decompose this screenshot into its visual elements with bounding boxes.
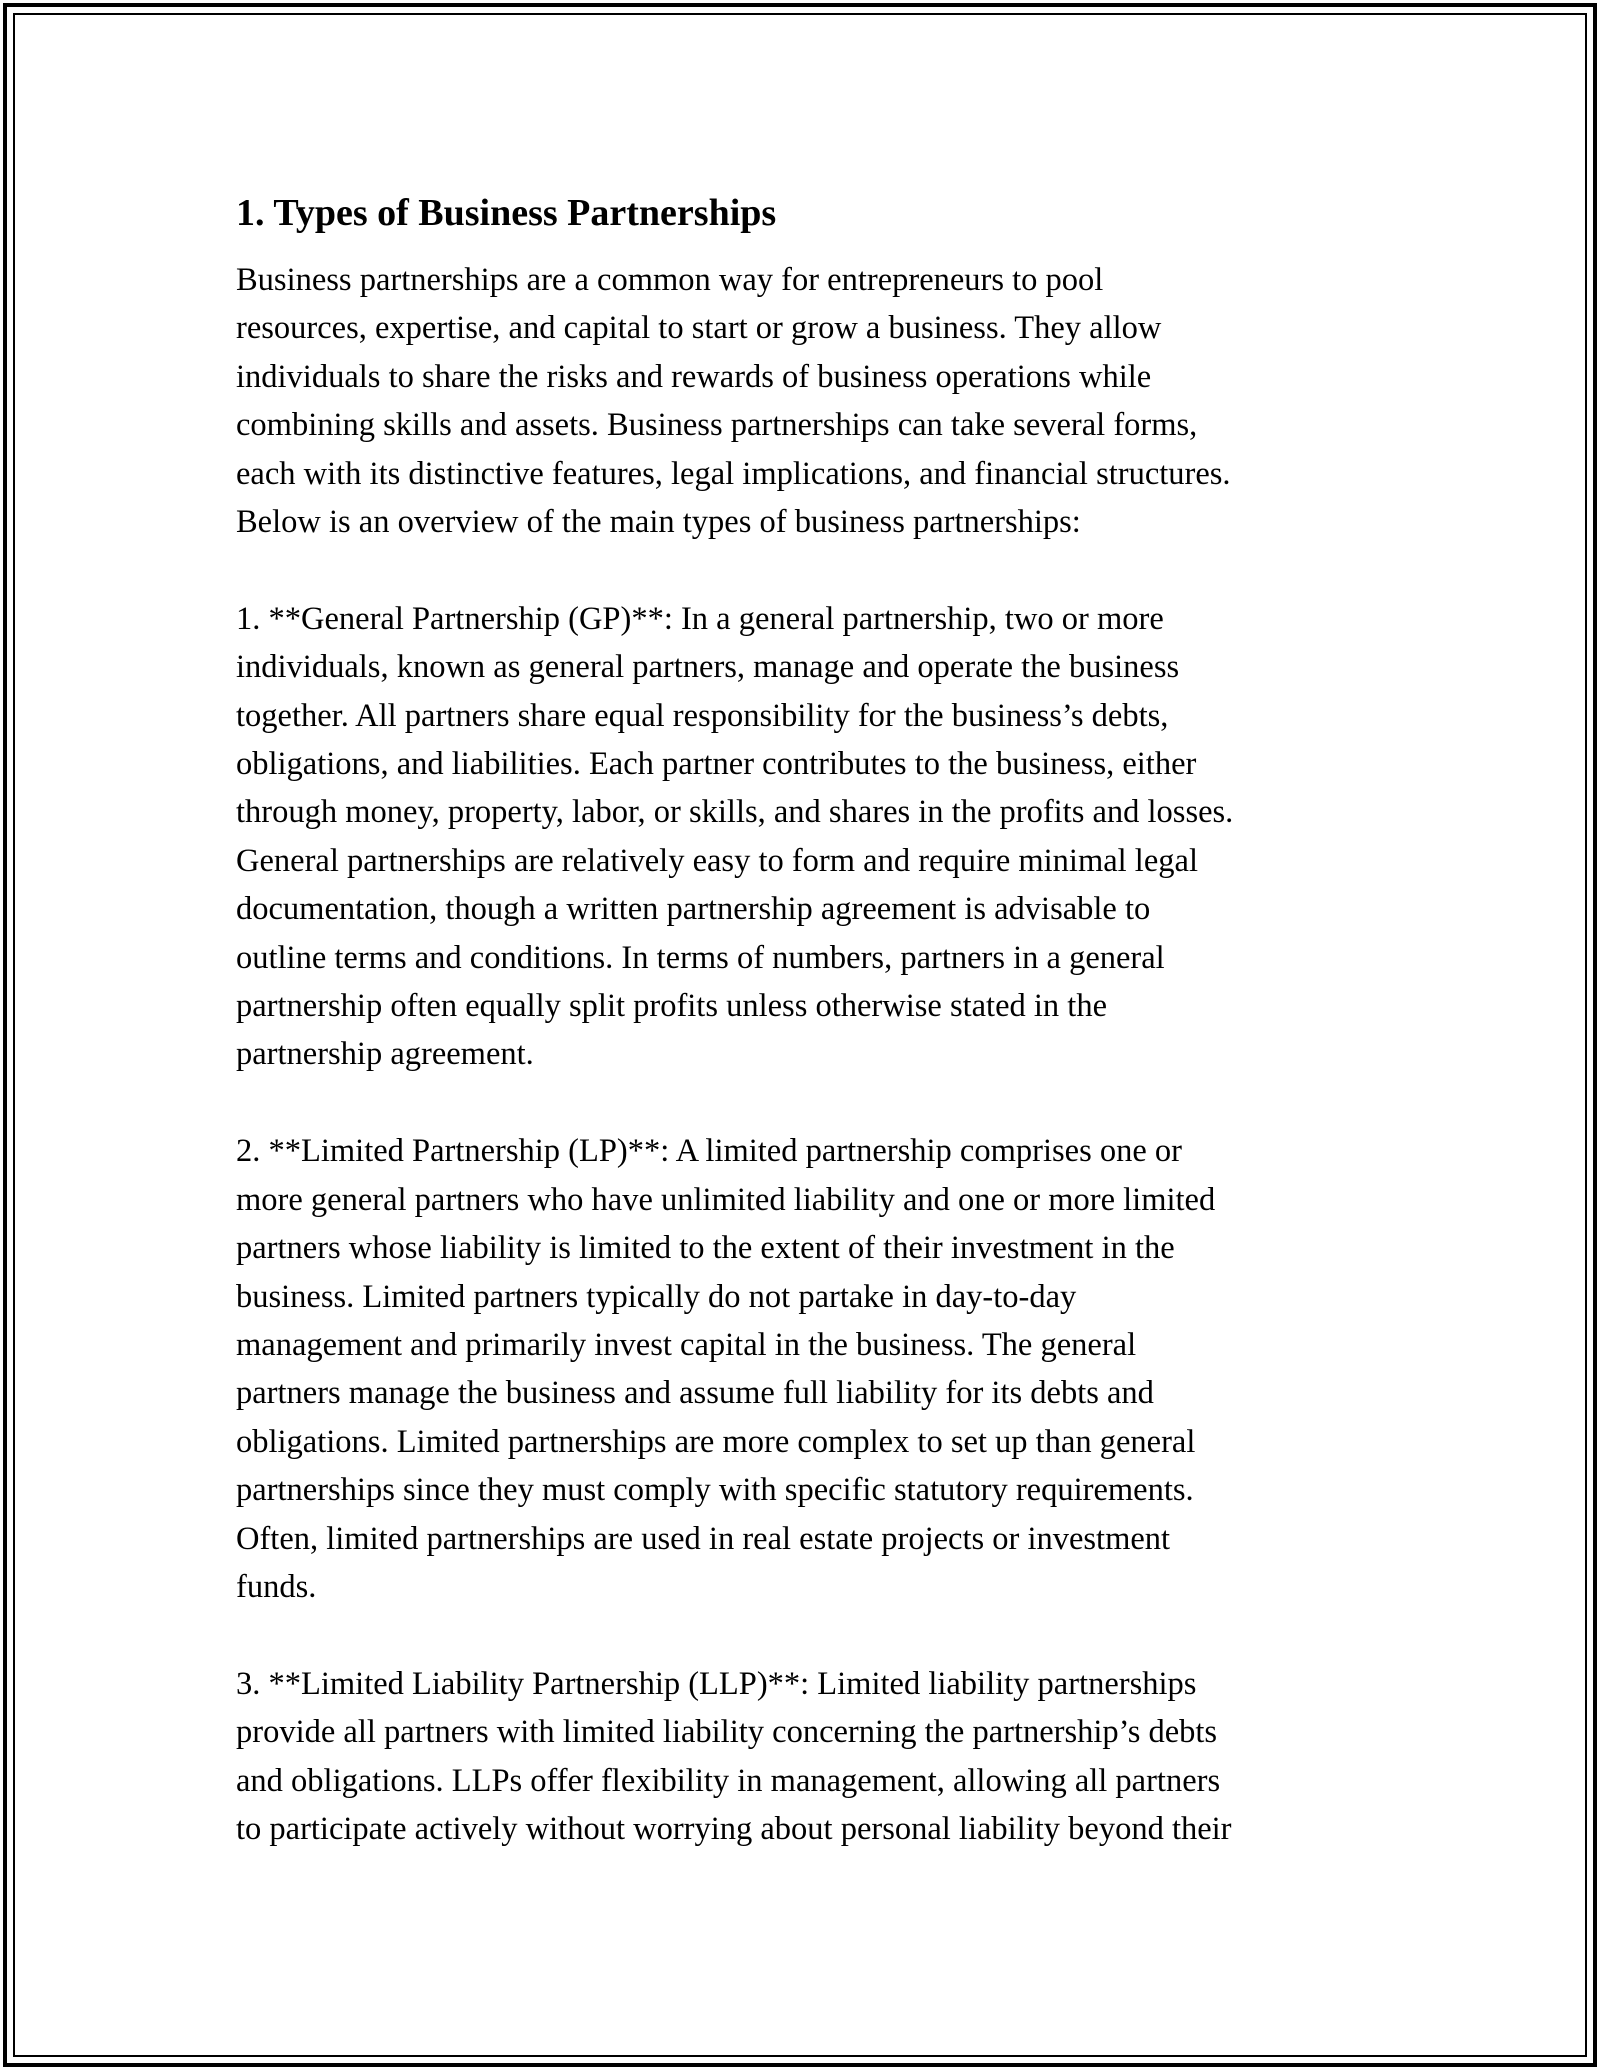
text-line: General partnerships are relatively easy to form and require minimal legal [236,842,1198,879]
text-line: business. Limited partners typically do not partake in day-to-day [236,1278,1077,1315]
text-line: each with its distinctive features, legal implications, and financial structures. [236,455,1231,492]
text-line: partners whose liability is limited to the extent of their investment in the [236,1230,1175,1267]
text-line: individuals to share the risks and rewards of business operations while [236,358,1152,395]
intro-paragraph [236,256,1376,546]
text-line: outline terms and conditions. In terms of numbers, partners in a general [236,939,1165,976]
text-line: individuals, known as general partners, manage and operate the business [236,649,1180,686]
text-line: management and primarily invest capital in the business. The general [236,1326,1137,1363]
text-line: through money, property, labor, or skills, and shares in the profits and losses. [236,794,1234,831]
text-line: partners manage the business and assume full liability for its debts and [236,1375,1154,1412]
text-line: obligations. Limited partnerships are more complex to set up than general [236,1423,1196,1460]
text-line: partnership agreement. [236,1036,534,1073]
text-line: Often, limited partnerships are used in real estate projects or investment [236,1520,1171,1557]
llp-paragraph [236,1660,1376,1854]
text-line: and obligations. LLPs offer flexibility in management, allowing all partners [236,1762,1221,1799]
text-line: 3. **Limited Liability Partnership (LLP)**: Limited liability partnerships [236,1665,1197,1702]
text-line: provide all partners with limited liability concerning the partnership’s debts [236,1714,1218,1751]
text-line: 2. **Limited Partnership (LP)**: A limited partnership comprises one or [236,1133,1182,1170]
text-line: Below is an overview of the main types of business partnerships: [236,504,1081,541]
text-line: documentation, though a written partnership agreement is advisable to [236,891,1151,928]
text-line: resources, expertise, and capital to start or grow a business. They allow [236,310,1162,347]
text-line: obligations, and liabilities. Each partner contributes to the business, either [236,746,1197,783]
section-heading: 1. Types of Business Partnerships [236,192,777,234]
general-partnership-paragraph [236,595,1376,1079]
text-line: to participate actively without worrying about personal liability beyond their [236,1810,1232,1847]
limited-partnership-paragraph [236,1127,1376,1611]
text-line: Business partnerships are a common way for entrepreneurs to pool [236,262,1104,298]
text-line: together. All partners share equal responsibility for the business’s debts, [236,697,1169,734]
text-line: partnership often equally split profits unless otherwise stated in the [236,988,1107,1025]
text-line: combining skills and assets. Business partnerships can take several forms, [236,407,1198,444]
text-line: more general partners who have unlimited liability and one or more limited [236,1181,1216,1218]
document-body [236,186,1376,1902]
text-line: 1. **General Partnership (GP)**: In a general partnership, two or more [236,600,1164,637]
text-line: partnerships since they must comply with specific statutory requirements. [236,1472,1194,1509]
text-line: funds. [236,1568,317,1605]
